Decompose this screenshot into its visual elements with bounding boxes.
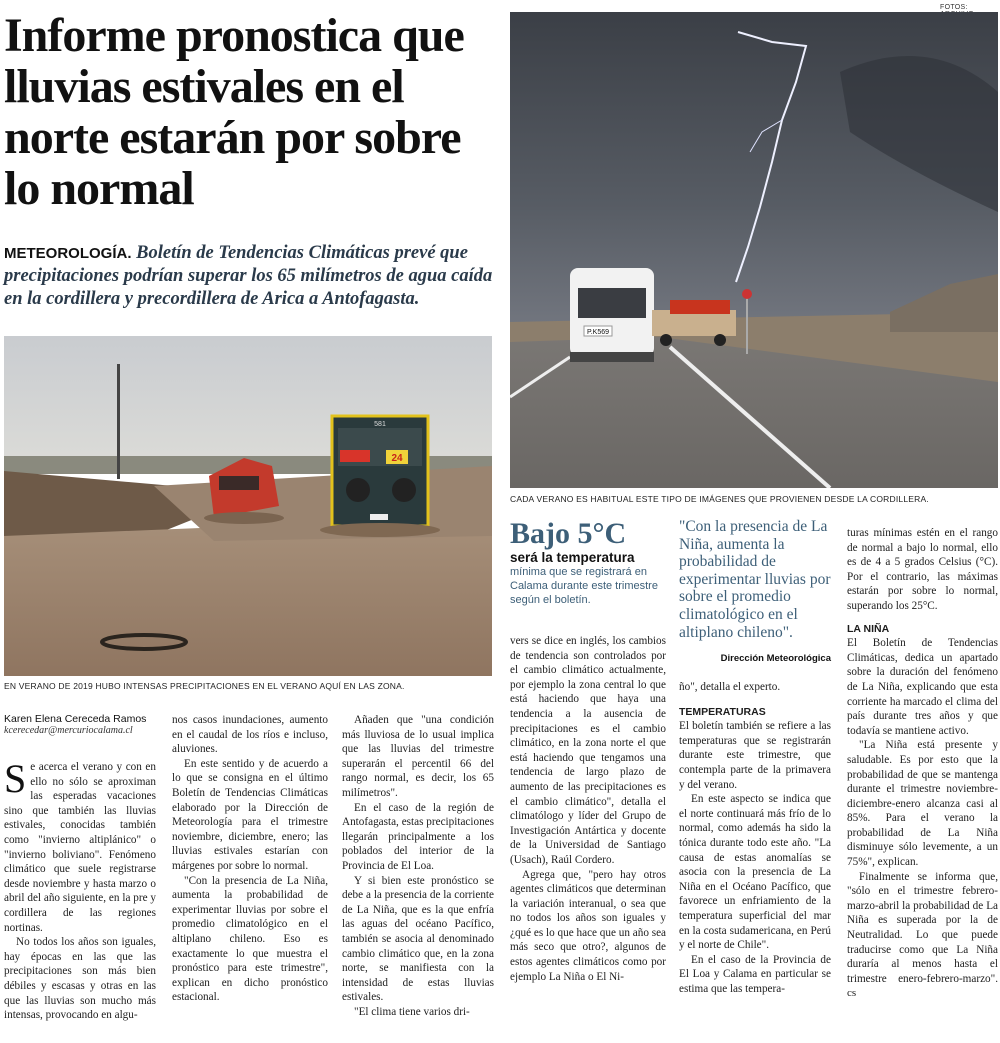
van-plate: P.K569 [586,329,610,336]
author-name: Karen Elena Cereceda Ramos [4,713,147,725]
col2-paragraph-3: "Con la presencia de La Niña, aumenta la probabilidad de experimentar lluvias por sobre el promedio climatológico en el altiplano chileno. Eso es exactamente lo que muestra el pronóstico para este trimestre", explican en dicho pronóstico estacional. [172,874,328,1004]
headline: Informe pronostica que lluvias estivales en el norte estarán por sobre lo normal [4,9,464,215]
pull-quote [679,518,831,664]
photo-credit: FOTOS: [940,4,968,11]
stat-description: mínima que se registrará en Calama durante este trimestre según el boletín. [510,566,658,606]
col5-paragraph-0: ño", detalla el experto. [679,681,781,693]
body-column-5 [679,680,831,996]
subhead-la-nina: LA NIÑA [847,622,890,635]
col6-paragraph-2: El Boletín de Tendencias Climáticas, dedica un apartado sobre la duración del fenómeno de La Niña, explicando que esta corriente ha marcado el clima del país durante tres años y que todavía se mantiene activo. [847,637,998,737]
stat-value: Bajo 5°C [510,517,627,550]
drop-cap: S [4,756,27,801]
body-column-4 [510,634,666,984]
col6-paragraph-4: Finalmente se informa que, "sólo en el trimestre febrero-marzo-abril la probabilidad de La Niña es superada por la de Neutralidad. Lo que puede traducirse como que La Niña duraría al menos hasta el trimestre enero-febrero-marzo". [847,870,998,985]
stat-subtitle: será la temperatura [510,550,635,565]
col6-paragraph-1: turas mínimas estén en el rango de normal a bajo lo normal, ello es de 4 a 5 grados Celsius (°C). Por el contrario, las máximas estarán por sobre lo normal, superando los 25°C. [847,527,998,612]
body-column-2 [172,713,328,1005]
col3-paragraph-3: Y si bien este pronóstico se debe a la presencia de la corriente de La Niña, que es la que enfría las aguas del océano Pacífico, también se asocia al denominado cambio climático que, en la zona norte, se manifiesta con la intensidad de estas lluvias estivales. [342,874,494,1004]
quote-text: "Con la presencia de La Niña, aumenta la probabilidad de experimentar lluvias por sobre el promedio climatológico en el altiplano chileno". [679,518,831,641]
white-van [570,268,654,362]
col5-paragraph-3: En el caso de la Provincia de El Loa y Calama en particular se estima que las tempera- [679,953,831,995]
col1-paragraph-2: No todos los años son iguales, hay épocas en las que las precipitaciones son más bien débiles y escasas y otras en las que las lluvias son mucho más intensas, provocando en algu- [4,936,156,1022]
col2-paragraph-2: En este sentido y de acuerdo a lo que se consigna en el último Boletín de Tendencias Climáticas elaborado por la Dirección de Meteorología para el trimestre noviembre, diciembre, enero; las lluvias estivales estarían con márgenes por sobre lo normal. [172,757,328,872]
stat-box [510,518,668,607]
col5-paragraph-2: En este aspecto se indica que el norte continuará más frío de lo normal, como además ha sido la tónica durante todo este año. "La causa de estas anomalías se asocia con la presencia de La Niña en el Océano Pacífico, que favorece un enfriamiento de la temperatura superficial del mar en la costa sudamericana, en Perú y el norte de Chile". [679,793,831,952]
col4-paragraph-2: Agrega que, "pero hay otros agentes climáticos que determinan la variación interanual, o sea que no todos los años son iguales y ¿qué es lo que hace que un año sea más seco que otro?, algunos de estos agentes climáticos como por ejemplo La Niña o El Ni- [510,868,666,983]
col3-paragraph-1: Añaden que "una condición más lluviosa de lo usual implica que las lluvias del trimestre superarán el percentil 66 del rango normal, es decir, los 65 milímetros". [342,714,494,799]
bus [320,416,440,537]
storm-photo [510,12,998,488]
col5-paragraph-1: El boletín también se refiere a las temperaturas que se registrarán durante este trimestre, que contempla parte de la primavera y del verano. [679,720,831,791]
byline [4,713,164,736]
storm-photo-illustration [510,12,998,488]
bus-route-number: 24 [391,453,403,464]
flood-photo-illustration [4,336,492,676]
col3-paragraph-2: En el caso de la región de Antofagasta, estas precipitaciones llegarán principalmente a los poblados del interior de la Provincia de El Loa. [342,801,494,872]
deck-kicker: METEOROLOGÍA. [4,245,132,262]
quote-source: Dirección Meteorológica [720,653,831,665]
col1-paragraph-1: e acerca el verano y con en ello no sólo se aproximan las esperadas vacaciones sino que también las lluvias estivales, conocidas también como "invierno altiplánico" o "invierno boliviano". Fenómeno climático que suele registrarse desde noviembre y hasta marzo o abril del año siguiente, en la pre y cordillera de las regiones nortinas. [4,761,156,934]
col2-paragraph-1: nos casos inundaciones, aumento en el caudal de los ríos e incluso, aluviones. [172,714,328,756]
end-mark: cs [847,987,857,1000]
col4-paragraph-1: vers se dice en inglés, los cambios de tendencia son controlados por el cambio climático actualmente, por ejemplo la zona central lo que está haciendo que haya una tendencia a la ausencia de precipitaciones es el cambio climático, en la zona norte el que está haciendo que tengamos una tendencia de largo plazo de aumento de las precipitaciones es el cambio climático", detalla el climatólogo y líder del Grupo de Investigación Antártica y docente de la Universidad de Santiago (Usach), Raúl Cordero. [510,635,666,866]
caption-right: CADA VERANO ES HABITUAL ESTE TIPO DE IMÁGENES QUE PROVIENEN DESDE LA CORDILLERA. [510,494,929,504]
bus-number: 581 [374,421,386,428]
body-column-6 [847,526,998,1001]
body-column-1 [4,756,156,1023]
deck [4,242,498,311]
caption-left: EN VERANO DE 2019 HUBO INTENSAS PRECIPITACIONES EN EL VERANO AQUÍ EN LAS ZONA. [4,681,405,691]
deck-text: Boletín de Tendencias Climáticas prevé que precipitaciones podrían superar los 65 milímetros de agua caída en la cordillera y precordillera de Arica a Antofagasta. [4,243,493,309]
flood-photo [4,336,492,676]
body-column-3 [342,713,494,1019]
subhead-temperaturas: TEMPERATURAS [679,705,766,718]
col3-paragraph-4: "El clima tiene varios dri- [354,1005,470,1018]
author-email[interactable]: kcerecedar@mercuriocalama.cl [4,725,133,736]
col6-paragraph-3: "La Niña está presente y saludable. Es por esto que la probabilidad de que se mantenga durante el trimestre noviembre-diciembre-enero alcanza casi al 85%. Para el verano la probabilidad de La Niña disminuye sólo levemente, a un 75%", explican. [847,739,998,869]
